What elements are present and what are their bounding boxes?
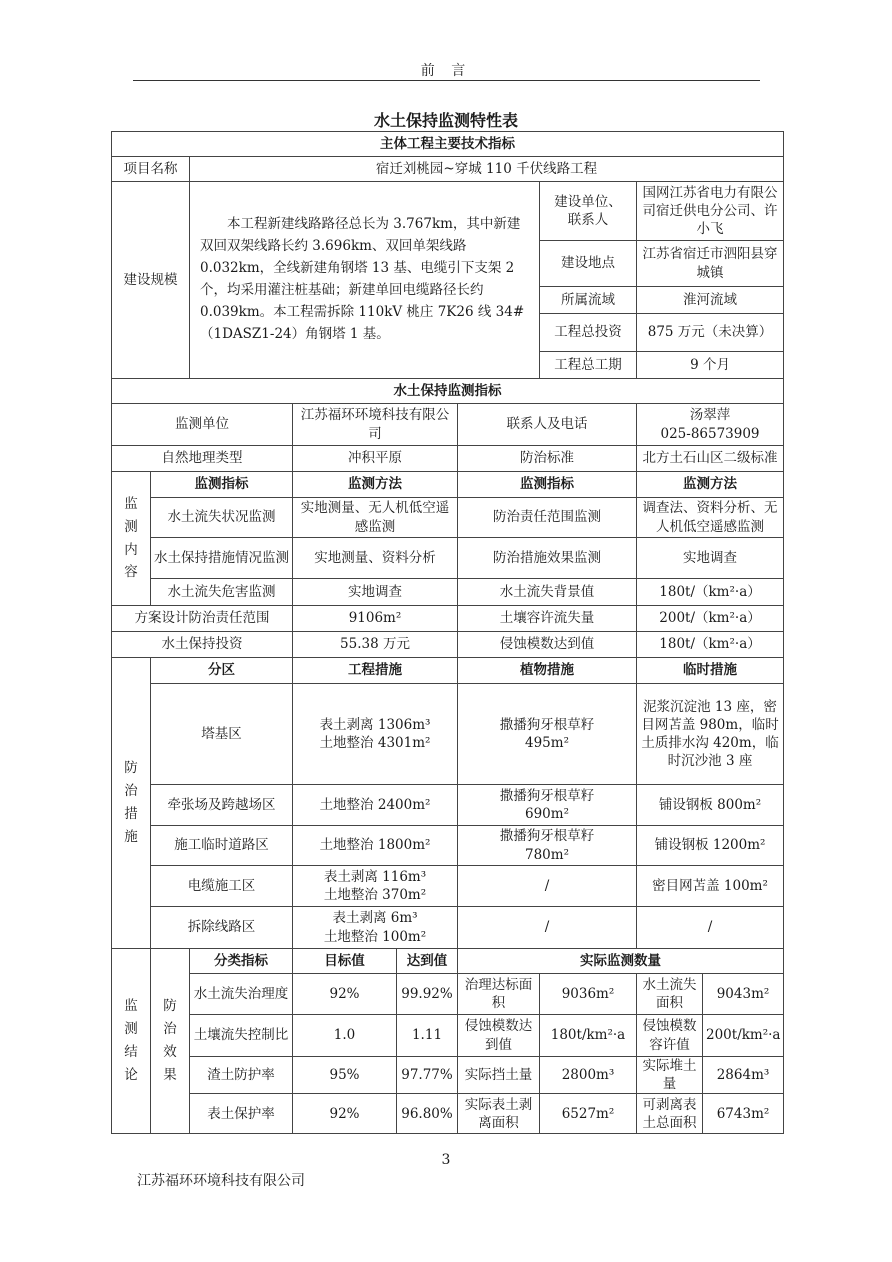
geo-type-value: 冲积平原 bbox=[293, 446, 458, 472]
content-header: 监测指标 bbox=[458, 472, 637, 498]
vert-char: 结 bbox=[124, 1044, 138, 1061]
builder-label: 建设单位、 联系人 bbox=[540, 182, 637, 241]
vert-char: 测 bbox=[124, 518, 138, 535]
plant-measure: 撒播狗牙根草籽 690m² bbox=[458, 785, 637, 826]
scale-description bbox=[190, 182, 540, 379]
content-cell: 水土流失危害监测 bbox=[151, 579, 293, 606]
content-cell: 水土保持措施情况监测 bbox=[151, 538, 293, 579]
content-cell: 水土流失背景值 bbox=[458, 579, 637, 606]
measures-header: 临时措施 bbox=[637, 658, 784, 684]
monitor-unit-value: 江苏福环环境科技有限公司 bbox=[293, 404, 458, 446]
actual-label: 治理达标面积 bbox=[458, 974, 540, 1015]
period-value: 9 个月 bbox=[637, 352, 784, 379]
page-header: 前 言 bbox=[420, 63, 472, 79]
temporary-measure: 密目网苫盖 100m² bbox=[637, 866, 784, 907]
builder-value: 国网江苏省电力有限公司宿迁供电分公司、许小飞 bbox=[637, 182, 784, 241]
achieved-value: 97.77% bbox=[397, 1057, 458, 1094]
conclusion-header: 实际监测数量 bbox=[458, 949, 784, 974]
content-cell: 实地测量、无人机低空遥感监测 bbox=[293, 498, 458, 538]
actual-value: 6527m² bbox=[540, 1094, 637, 1134]
swc-investment-label: 水土保持投资 bbox=[112, 632, 293, 658]
scope-label: 方案设计防治责任范围 bbox=[112, 606, 293, 632]
basin-label: 所属流域 bbox=[540, 287, 637, 314]
contact-name: 汤翠萍 bbox=[689, 407, 731, 424]
content-cell: 防治措施效果监测 bbox=[458, 538, 637, 579]
indicator-name: 渣土防护率 bbox=[190, 1057, 293, 1094]
measures-header: 分区 bbox=[151, 658, 293, 684]
contact-value bbox=[637, 404, 784, 446]
section-title-monitor-index: 水土保持监测指标 bbox=[112, 379, 784, 404]
conclusion-header: 分类指标 bbox=[190, 949, 293, 974]
period-label: 工程总工期 bbox=[540, 352, 637, 379]
effect-label bbox=[151, 949, 190, 1134]
content-header: 监测方法 bbox=[637, 472, 784, 498]
scale-text: 本工程新建线路路径总长为 3.767km，其中新建双回双架线路长约 3.696km、双回单架线路 0.032km，全线新建角钢塔 13 基、电缆引下支架 2 个，均采用灌注桩基础；新建单回电缆路径长约 0.039km。本工程需拆除 110kV 桃庄 7K26 线 34#（1DASZ1-24）角钢塔 1 基。 bbox=[200, 216, 525, 342]
actual-label: 实际表土剥离面积 bbox=[458, 1094, 540, 1134]
vert-char: 措 bbox=[124, 806, 138, 822]
geo-type-label: 自然地理类型 bbox=[112, 446, 293, 472]
vert-char: 监 bbox=[124, 998, 138, 1015]
temporary-measure: 泥浆沉淀池 13 座，密目网苫盖 980m，临时土质排水沟 420m，临时沉沙池 3 座 bbox=[637, 684, 784, 785]
temporary-measure: / bbox=[637, 907, 784, 949]
indicator-name: 表土保护率 bbox=[190, 1094, 293, 1134]
erosion-label: 侵蚀模数达到值 bbox=[458, 632, 637, 658]
measures-header: 植物措施 bbox=[458, 658, 637, 684]
actual-value: 6743m² bbox=[703, 1094, 784, 1134]
erosion-value: 180t/（km²·a） bbox=[637, 632, 784, 658]
tolerance-value: 200t/（km²·a） bbox=[637, 606, 784, 632]
project-name-value: 宿迁刘桃园~穿城 110 千伏线路工程 bbox=[190, 157, 784, 182]
vert-char: 治 bbox=[163, 1021, 177, 1038]
actual-label: 可剥离表土总面积 bbox=[637, 1094, 703, 1134]
zone-name: 塔基区 bbox=[151, 684, 293, 785]
achieved-value: 96.80% bbox=[397, 1094, 458, 1134]
zone-name: 拆除线路区 bbox=[151, 907, 293, 949]
target-value: 95% bbox=[293, 1057, 397, 1094]
vert-char: 内 bbox=[124, 541, 138, 558]
plant-measure: 撒播狗牙根草籽 495m² bbox=[458, 684, 637, 785]
indicator-name: 水土流失治理度 bbox=[190, 974, 293, 1015]
zone-name: 施工临时道路区 bbox=[151, 826, 293, 866]
investment-label: 工程总投资 bbox=[540, 314, 637, 352]
contact-label: 联系人及电话 bbox=[458, 404, 637, 446]
vert-char: 监 bbox=[124, 495, 138, 512]
temporary-measure: 铺设钢板 800m² bbox=[637, 785, 784, 826]
zone-name: 电缆施工区 bbox=[151, 866, 293, 907]
actual-value: 9036m² bbox=[540, 974, 637, 1015]
actual-label: 水土流失面积 bbox=[637, 974, 703, 1015]
actual-label: 实际堆土量 bbox=[637, 1057, 703, 1094]
actual-label: 侵蚀模数容许值 bbox=[637, 1015, 703, 1057]
content-cell: 防治责任范围监测 bbox=[458, 498, 637, 538]
vert-char: 果 bbox=[163, 1067, 177, 1084]
achieved-value: 99.92% bbox=[397, 974, 458, 1015]
investment-value: 875 万元（未决算） bbox=[637, 314, 784, 352]
scope-value: 9106m² bbox=[293, 606, 458, 632]
actual-label: 实际挡土量 bbox=[458, 1057, 540, 1094]
content-header: 监测方法 bbox=[293, 472, 458, 498]
content-cell: 实地测量、资料分析 bbox=[293, 538, 458, 579]
vert-char: 施 bbox=[124, 828, 138, 845]
conclusion-header: 目标值 bbox=[293, 949, 397, 974]
actual-value: 180t/km²·a bbox=[540, 1015, 637, 1057]
actual-value: 2864m³ bbox=[703, 1057, 784, 1094]
project-name-label: 项目名称 bbox=[112, 157, 190, 182]
zone-name: 牵张场及跨越场区 bbox=[151, 785, 293, 826]
vert-char: 容 bbox=[124, 564, 138, 581]
vert-char: 防 bbox=[163, 998, 177, 1015]
plant-measure: / bbox=[458, 907, 637, 949]
location-label: 建设地点 bbox=[540, 241, 637, 287]
standard-value: 北方土石山区二级标准 bbox=[637, 446, 784, 472]
engineering-measure: 表土剥离 6m³ 土地整治 100m² bbox=[293, 907, 458, 949]
section-title-main-tech: 主体工程主要技术指标 bbox=[112, 132, 784, 157]
vert-char: 防 bbox=[124, 760, 138, 777]
swc-investment-value: 55.38 万元 bbox=[293, 632, 458, 658]
vert-char: 效 bbox=[163, 1044, 177, 1061]
basin-value: 淮河流域 bbox=[637, 287, 784, 314]
standard-label: 防治标准 bbox=[458, 446, 637, 472]
engineering-measure: 表土剥离 1306m³ 土地整治 4301m² bbox=[293, 684, 458, 785]
target-value: 1.0 bbox=[293, 1015, 397, 1057]
location-value: 江苏省宿迁市泗阳县穿城镇 bbox=[637, 241, 784, 287]
content-cell: 实地调查 bbox=[293, 579, 458, 606]
measures-header: 工程措施 bbox=[293, 658, 458, 684]
content-cell: 180t/（km²·a） bbox=[637, 579, 784, 606]
measures-label bbox=[112, 658, 151, 949]
engineering-measure: 表土剥离 116m³ 土地整治 370m² bbox=[293, 866, 458, 907]
tolerance-label: 土壤容许流失量 bbox=[458, 606, 637, 632]
engineering-measure: 土地整治 2400m² bbox=[293, 785, 458, 826]
page-number: 3 bbox=[441, 1152, 451, 1168]
plant-measure: / bbox=[458, 866, 637, 907]
monitor-content-label bbox=[112, 472, 151, 606]
target-value: 92% bbox=[293, 974, 397, 1015]
monitoring-characteristics-table bbox=[111, 131, 784, 1134]
temporary-measure: 铺设钢板 1200m² bbox=[637, 826, 784, 866]
footer-company: 江苏福环环境科技有限公司 bbox=[137, 1173, 305, 1189]
contact-phone: 025-86573909 bbox=[660, 425, 760, 442]
content-cell: 实地调查 bbox=[637, 538, 784, 579]
monitor-unit-label: 监测单位 bbox=[112, 404, 293, 446]
target-value: 92% bbox=[293, 1094, 397, 1134]
actual-value: 200t/km²·a bbox=[703, 1015, 784, 1057]
table-title: 水土保持监测特性表 bbox=[373, 111, 518, 130]
conclusion-label bbox=[112, 949, 151, 1134]
content-cell: 调查法、资料分析、无人机低空遥感监测 bbox=[637, 498, 784, 538]
content-header: 监测指标 bbox=[151, 472, 293, 498]
plant-measure: 撒播狗牙根草籽 780m² bbox=[458, 826, 637, 866]
indicator-name: 土壤流失控制比 bbox=[190, 1015, 293, 1057]
achieved-value: 1.11 bbox=[397, 1015, 458, 1057]
conclusion-header: 达到值 bbox=[397, 949, 458, 974]
vert-char: 治 bbox=[124, 783, 138, 800]
vert-char: 测 bbox=[124, 1021, 138, 1038]
actual-label: 侵蚀模数达到值 bbox=[458, 1015, 540, 1057]
content-cell: 水土流失状况监测 bbox=[151, 498, 293, 538]
engineering-measure: 土地整治 1800m² bbox=[293, 826, 458, 866]
scale-label: 建设规模 bbox=[112, 182, 190, 379]
actual-value: 9043m² bbox=[703, 974, 784, 1015]
vert-char: 论 bbox=[124, 1067, 138, 1084]
header-rule bbox=[133, 80, 760, 81]
actual-value: 2800m³ bbox=[540, 1057, 637, 1094]
